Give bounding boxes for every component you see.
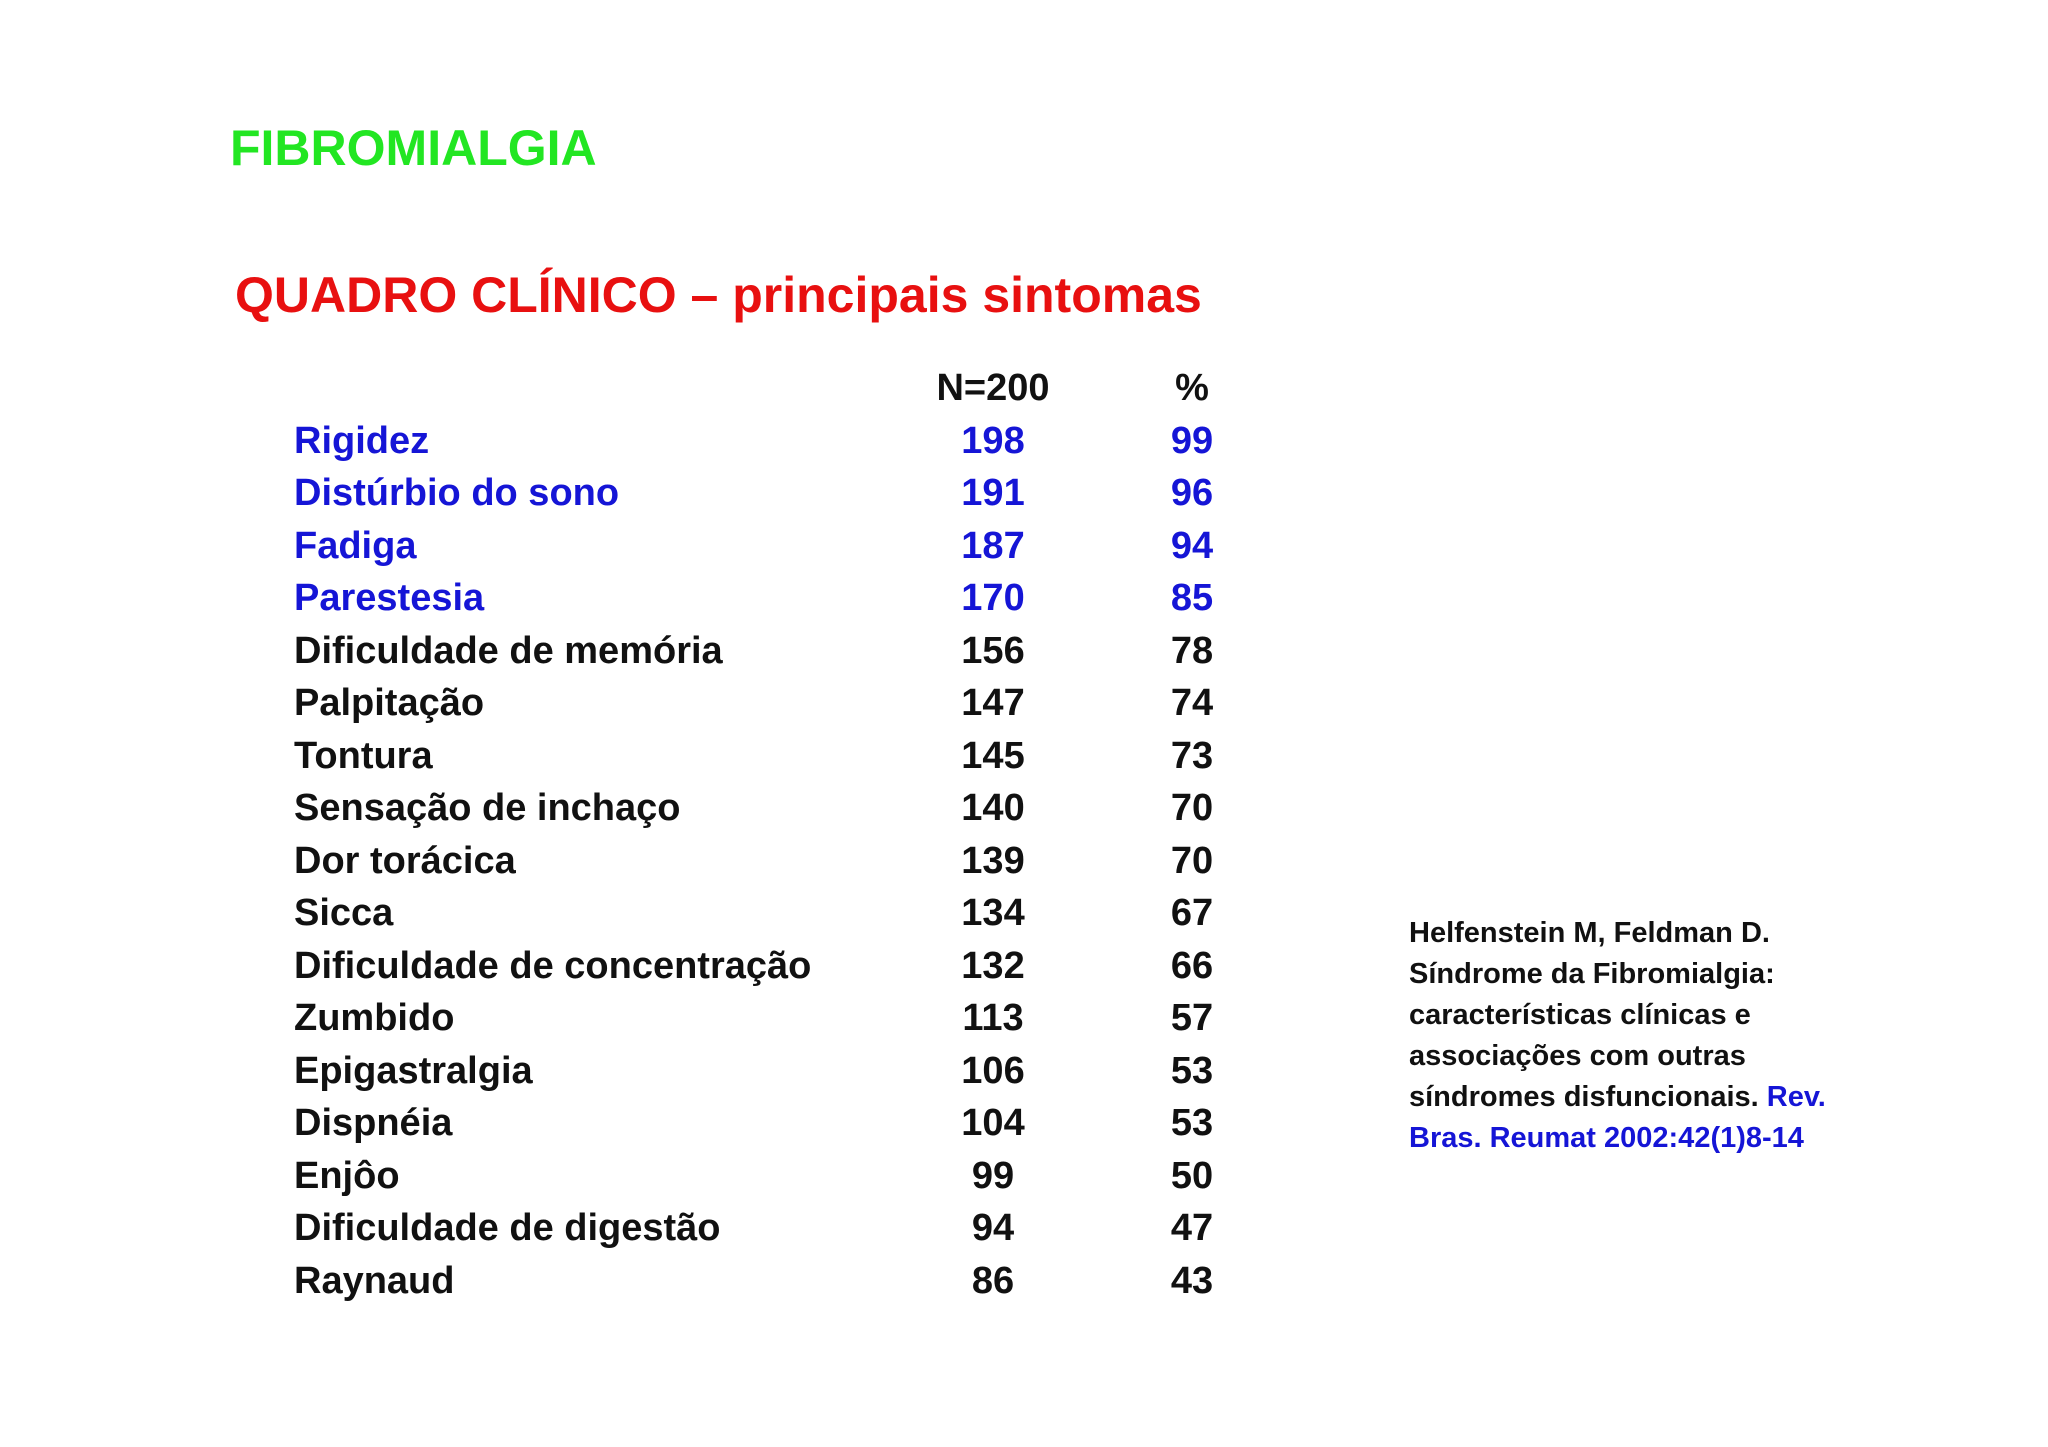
symptom-cell: Sicca [294, 892, 394, 934]
percent-cell: 53 [1170, 1102, 1214, 1144]
symptom-cell: Tontura [294, 734, 433, 777]
percent-cell: 50 [1170, 1154, 1214, 1197]
symptom-cell: Dificuldade de concentração [294, 944, 812, 987]
slide-title: FIBROMIALGIA [230, 120, 597, 176]
n-cell: 187 [961, 524, 1025, 567]
n-cell: 132 [961, 944, 1025, 987]
table-row [294, 520, 1322, 573]
percent-cell: 96 [1170, 472, 1214, 514]
symptom-cell: Fadiga [294, 524, 417, 567]
table-row [294, 625, 1322, 678]
symptom-cell: Epigastralgia [294, 1049, 533, 1092]
symptom-cell: Enjôo [294, 1154, 400, 1197]
table-row [294, 677, 1322, 730]
table-row [294, 572, 1322, 625]
percent-cell: 78 [1170, 629, 1214, 672]
n-cell: 139 [961, 839, 1025, 882]
reference-text: Helfenstein M, Feldman D. Síndrome da Fibromialgia: características clínicas e associações com outras síndromes disfuncionais. [1409, 917, 1775, 1113]
n-cell: 113 [962, 997, 1024, 1039]
percent-cell: 67 [1170, 892, 1214, 934]
reference-citation [1409, 913, 1849, 1159]
n-cell: 147 [961, 682, 1025, 724]
n-cell: 104 [961, 1102, 1025, 1144]
percent-cell: 57 [1170, 997, 1214, 1039]
percent-cell: 47 [1170, 1207, 1214, 1249]
table-row [294, 467, 1322, 520]
table-row [294, 782, 1322, 835]
symptoms-table [294, 362, 1322, 1307]
symptom-cell: Dificuldade de digestão [294, 1207, 721, 1249]
symptom-cell: Dispnéia [294, 1102, 453, 1144]
n-cell: 170 [961, 577, 1025, 619]
symptom-cell: Dor torácica [294, 839, 516, 882]
header-n: N=200 [936, 367, 1050, 409]
table-body [294, 415, 1322, 1308]
percent-cell: 73 [1170, 734, 1214, 777]
table-row [294, 992, 1322, 1045]
symptom-cell: Zumbido [294, 997, 455, 1039]
table-row [294, 1202, 1322, 1255]
percent-cell: 85 [1170, 577, 1214, 619]
percent-cell: 94 [1170, 524, 1214, 567]
n-cell: 99 [971, 1154, 1015, 1197]
n-cell: 191 [961, 472, 1025, 514]
percent-cell: 66 [1170, 944, 1214, 987]
symptom-cell: Parestesia [294, 577, 485, 619]
percent-cell: 53 [1170, 1049, 1214, 1092]
slide-subtitle: QUADRO CLÍNICO – principais sintomas [235, 267, 1202, 323]
n-cell: 134 [961, 892, 1025, 934]
n-cell: 86 [971, 1259, 1015, 1302]
table-row [294, 940, 1322, 993]
symptom-cell: Sensação de inchaço [294, 787, 681, 829]
symptom-cell: Raynaud [294, 1259, 455, 1302]
n-cell: 106 [961, 1049, 1025, 1092]
table-header-row [294, 362, 1322, 415]
table-row [294, 415, 1322, 468]
percent-cell: 99 [1170, 419, 1214, 462]
table-row [294, 1255, 1322, 1308]
table-row [294, 730, 1322, 783]
header-percent: % [1175, 367, 1209, 409]
n-cell: 145 [961, 734, 1025, 777]
table-row [294, 1150, 1322, 1203]
symptom-cell: Palpitação [294, 682, 485, 724]
percent-cell: 43 [1170, 1259, 1214, 1302]
header-symptom [294, 362, 924, 415]
n-cell: 94 [971, 1207, 1015, 1249]
percent-cell: 70 [1170, 839, 1214, 882]
table-row [294, 887, 1322, 940]
n-cell: 156 [961, 629, 1025, 672]
table-row [294, 1097, 1322, 1150]
table-row [294, 835, 1322, 888]
symptom-cell: Distúrbio do sono [294, 472, 620, 514]
n-cell: 140 [961, 787, 1025, 829]
table-row [294, 1045, 1322, 1098]
percent-cell: 70 [1170, 787, 1214, 829]
percent-cell: 74 [1170, 682, 1214, 724]
symptom-cell: Rigidez [294, 419, 430, 462]
reference-journal: Rev. Bras. Reumat 2002:42(1)8-14 [1409, 1081, 1826, 1154]
symptom-cell: Dificuldade de memória [294, 629, 723, 672]
n-cell: 198 [961, 419, 1025, 462]
